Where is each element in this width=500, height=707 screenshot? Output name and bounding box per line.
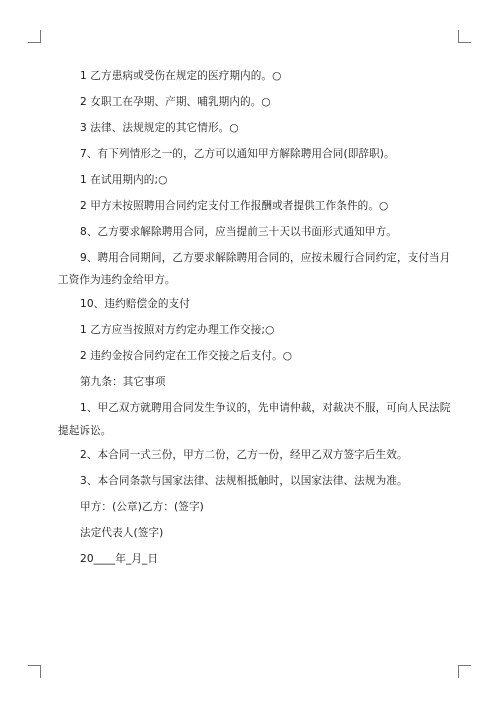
clause-line: 工资作为违约金给甲方。 (58, 274, 176, 286)
clause-line: 2 女职工在孕期、产期、哺乳期内的。○ (80, 96, 271, 108)
clause-line: 2 违约金按合同约定在工作交接之后支付。○ (80, 350, 293, 362)
clause-line: 1、甲乙双方就聘用合同发生争议的，先申请仲裁，对裁决不服，可向人民法院 (80, 402, 451, 414)
crop-mark-top-right (458, 30, 471, 43)
date-line: 20____年_月_日 (80, 553, 159, 565)
crop-mark-top-left (28, 30, 41, 43)
signature-line-parties: 甲方：(公章)乙方：(签字) (80, 501, 204, 513)
clause-line: 1 乙方应当按照对方约定办理工作交接;○ (80, 324, 275, 336)
clause-line: 10、违约赔偿金的支付 (80, 298, 190, 310)
clause-line: 7、有下列情形之一的，乙方可以通知甲方解除聘用合同(即辞职)。 (80, 148, 395, 160)
clause-line: 1 乙方患病或受伤在规定的医疗期内的。○ (80, 70, 282, 82)
crop-mark-bottom-right (458, 665, 471, 678)
clause-line: 8、乙方要求解除聘用合同，应当提前三十天以书面形式通知甲方。 (80, 226, 397, 238)
clause-line: 2 甲方未按照聘用合同约定支付工作报酬或者提供工作条件的。○ (80, 200, 389, 212)
clause-line: 2、本合同一式三份，甲方二份，乙方一份，经甲乙双方签字后生效。 (80, 449, 408, 461)
clause-line: 1 在试用期内的;○ (80, 174, 168, 186)
signature-line-representative: 法定代表人(签字) (80, 527, 164, 539)
clause-line: 3、本合同条款与国家法律、法规相抵触时，以国家法律、法规为准。 (80, 475, 408, 487)
section-heading: 第九条：其它事项 (80, 376, 166, 388)
clause-line: 3 法律、法规规定的其它情形。○ (80, 122, 239, 134)
clause-line: 提起诉讼。 (58, 425, 112, 437)
clause-line: 9、聘用合同期间，乙方要求解除聘用合同的，应按未履行合同约定，支付当月 (80, 252, 451, 264)
crop-mark-bottom-left (28, 665, 41, 678)
